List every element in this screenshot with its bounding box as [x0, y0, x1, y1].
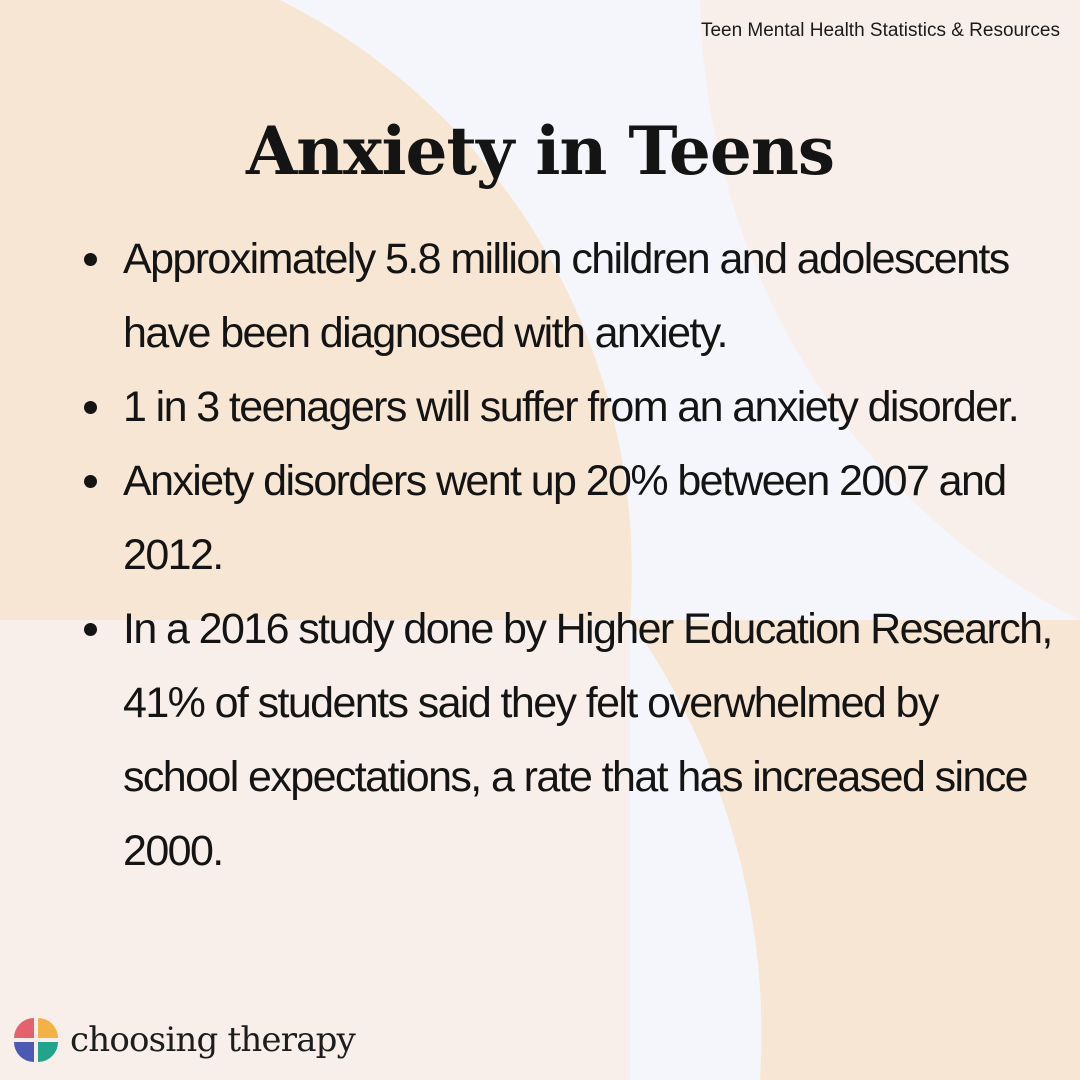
choosing-therapy-logo-icon — [12, 1016, 60, 1064]
list-item-text: Approximately 5.8 million children and adolescents have been diagnosed with anxiety. — [123, 235, 1009, 357]
bullet-icon — [84, 623, 97, 636]
bullet-icon — [84, 401, 97, 414]
list-item — [78, 592, 1058, 888]
statistics-list — [78, 222, 1058, 888]
list-item-text: 1 in 3 teenagers will suffer from an anxiety disorder. — [123, 383, 1019, 431]
brand-name: choosing therapy — [70, 1020, 356, 1060]
brand-logo[interactable] — [12, 1014, 355, 1066]
header-label: Teen Mental Health Statistics & Resources — [700, 20, 1060, 41]
list-item — [78, 444, 1058, 592]
bullet-icon — [84, 475, 97, 488]
list-item — [78, 370, 1058, 444]
list-item-text: Anxiety disorders went up 20% between 2007 and 2012. — [123, 457, 1006, 579]
bullet-icon — [84, 253, 97, 266]
list-item — [78, 222, 1058, 370]
list-item-text: In a 2016 study done by Higher Education Research, 41% of students said they felt overwhelmed by school expectations, a rate that has increased since 2000. — [123, 605, 1052, 875]
page-title: Anxiety in Teens — [245, 112, 835, 190]
